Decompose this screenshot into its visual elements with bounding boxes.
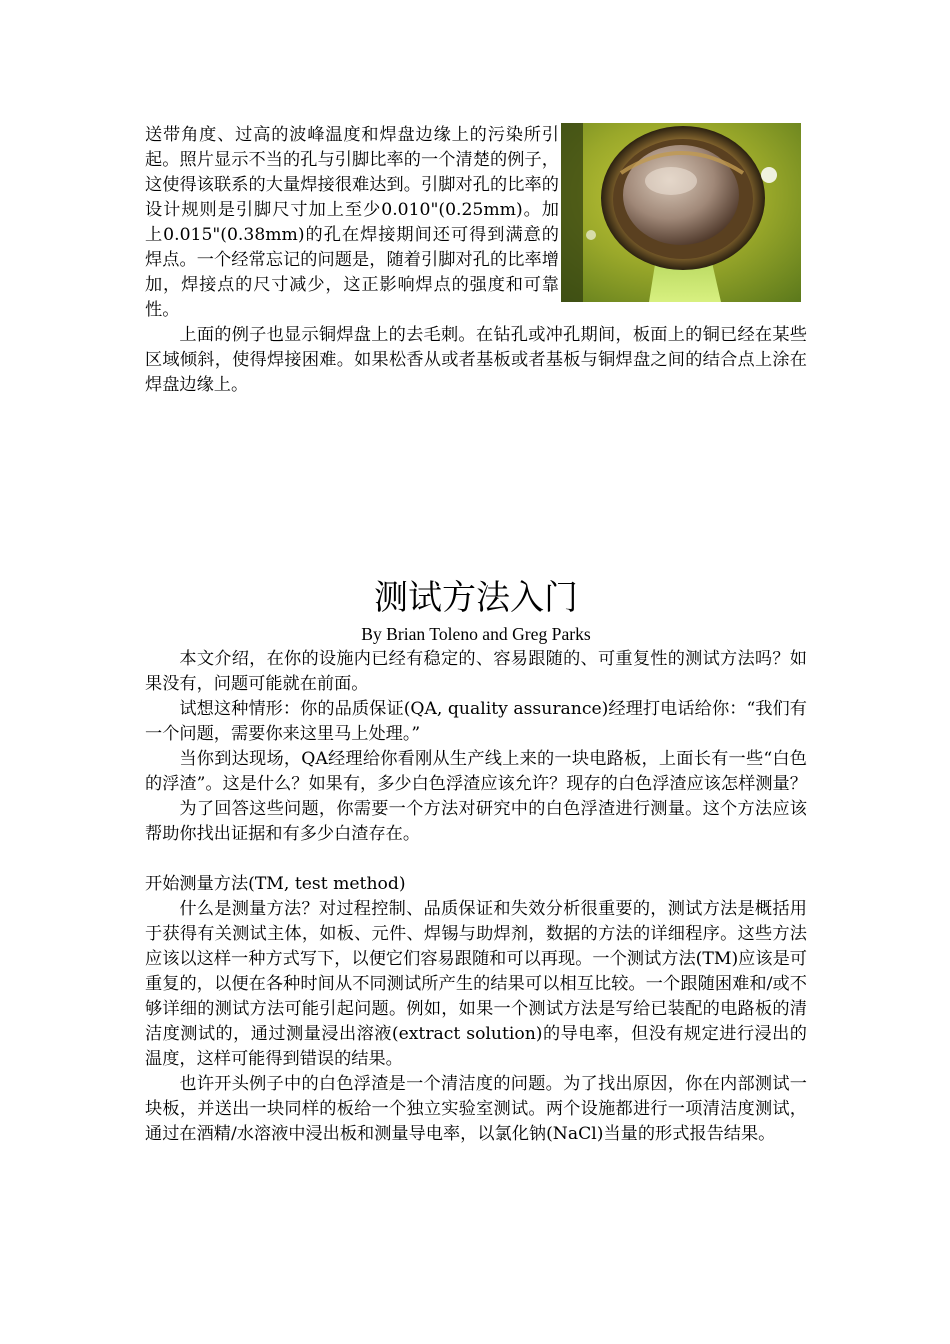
article-paragraph: 当你到达现场，QA经理给你看刚从生产线上来的一块电路板，上面长有一些“白色的浮渣”。这是什么？如果有，多少白色浮渣应该允许？现存的白色浮渣应该怎样测量？ [145,749,807,794]
article-author: By Brian Toleno and Greg Parks [361,624,591,644]
paragraph-gap [145,847,807,872]
article-paragraph: 也许开头例子中的白色浮渣是一个清洁度的问题。为了找出原因，你在内部测试一块板，并送出一块同样的板给一个独立实验室测试。两个设施都进行一项清洁度测试，通过在酒精/水溶液中浸出板和测量导电率，以氯化钠(NaCl)当量的形式报告结果。 [145,1074,807,1144]
article-paragraph: 为了回答这些问题，你需要一个方法对研究中的白色浮渣进行测量。这个方法应该帮助你找出证据和有多少白渣存在。 [145,799,807,844]
article-paragraph: 什么是测量方法？对过程控制、品质保证和失效分析很重要的，测试方法是概括用于获得有关测试主体，如板、元件、焊锡与助焊剂，数据的方法的详细程序。这些方法应该以这样一种方式写下，以便它们容易跟随和可以再现。一个测试方法(TM)应该是可重复的，以便在各种时间从不同测试所产生的结果可以相互比较。一个跟随困难和/或不够详细的测试方法可能引起问题。例如，如果一个测试方法是写给已装配的电路板的清洁度测试的，通过测量浸出溶液(extract solution)的导电率，但没有规定进行浸出的温度，这样可能得到错误的结果。 [145,899,807,1069]
section-subheading: 开始测量方法(TM, test method) [145,874,406,894]
article-body [145,647,807,1147]
paragraph-deburr: 上面的例子也显示铜焊盘上的去毛刺。在钻孔或冲孔期间，板面上的铜已经在某些区域倾斜，使得焊接困难。如果松香从或者基板或者基板与铜焊盘之间的结合点上涂在焊盘边缘上。 [145,325,807,395]
article-title: 测试方法入门 [374,577,578,618]
article-paragraph: 本文介绍，在你的设施内已经有稳定的、容易跟随的、可重复性的测试方法吗？如果没有，问题可能就在前面。 [145,649,807,694]
wrap-paragraph: 送带角度、过高的波峰温度和焊盘边缘上的污染所引起。照片显示不当的孔与引脚比率的一个清楚的例子，这使得该联系的大量焊接很难达到。引脚对孔的比率的设计规则是引脚尺寸加上至少0.010"(0.25mm)。加上0.015"(0.38mm)的孔在焊接期间还可得到满意的焊点。一个经常忘记的问题是，随着引脚对孔的比率增加，焊接点的尺寸减少，这正影响焊点的强度和可靠性。 [145,125,559,320]
continued-section [145,123,807,398]
article-paragraph: 试想这种情形：你的品质保证(QA, quality assurance)经理打电话给你：“我们有一个问题，需要你来这里马上处理。” [145,699,807,744]
